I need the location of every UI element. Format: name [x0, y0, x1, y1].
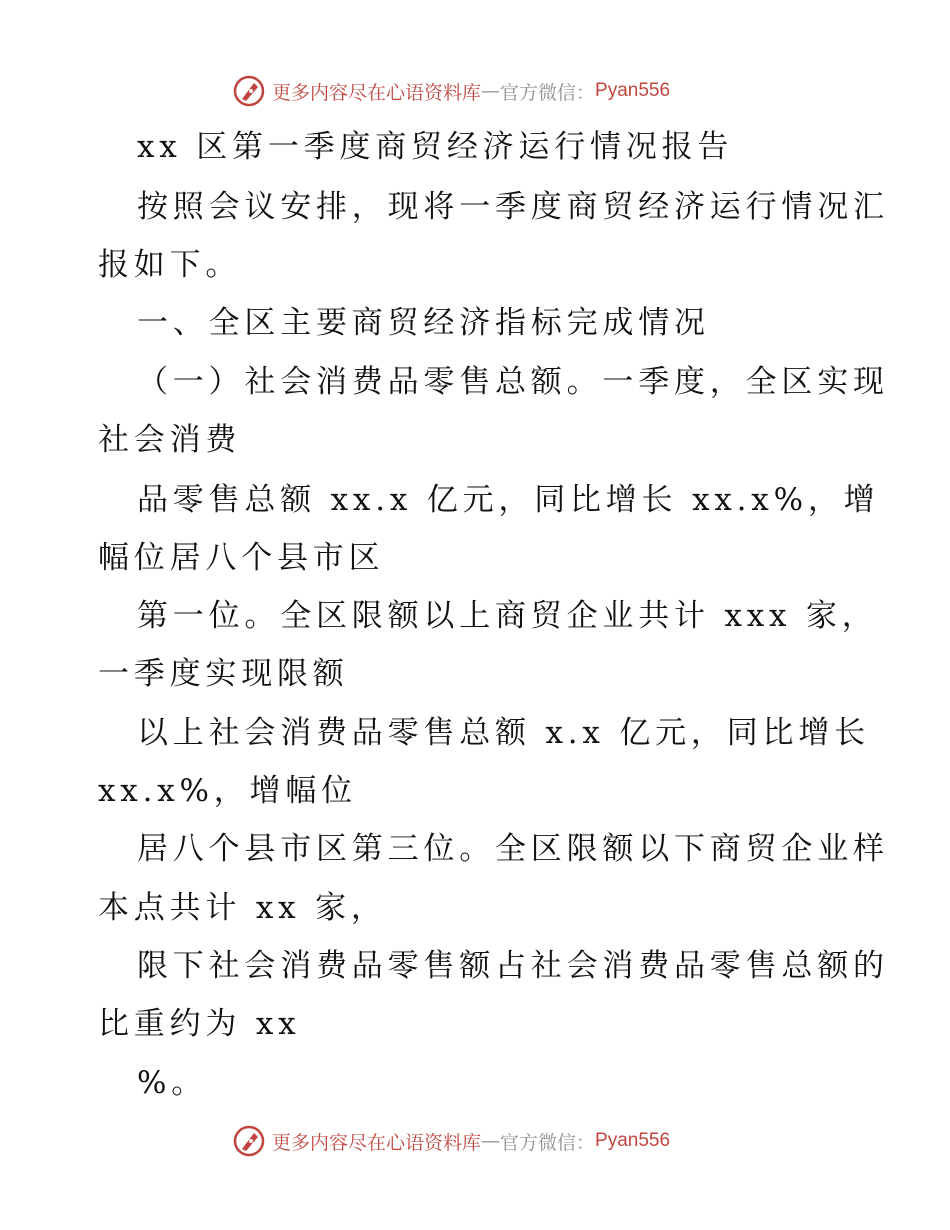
section-heading: 一、全区主要商贸经济指标完成情况	[137, 305, 710, 341]
paragraph-line: 本点共计 xx 家，	[98, 890, 387, 926]
watermark-separator: —	[481, 1130, 501, 1152]
paragraph-line: 以上社会消费品零售总额 x.x 亿元，同比增长	[137, 715, 870, 751]
footer-watermark	[232, 1122, 670, 1160]
paragraph-line: 幅位居八个县市区	[98, 540, 385, 576]
watermark-brand-text: 更多内容尽在心语资料库	[272, 1131, 482, 1154]
watermark-wechat-id: Pyan556	[595, 1130, 671, 1151]
pen-nib-logo-icon	[232, 74, 266, 108]
paragraph-line: 社会消费	[98, 422, 242, 458]
watermark-brand-text: 更多内容尽在心语资料库	[272, 81, 482, 104]
paragraph-line: 按照会议安排，现将一季度商贸经济运行情况汇	[137, 189, 889, 225]
watermark-official-label: 官方微信：	[500, 81, 596, 104]
paragraph-line: 报如下。	[98, 247, 242, 283]
watermark-separator: —	[481, 80, 501, 102]
paragraph-line: 比重约为 xx	[98, 1006, 301, 1042]
paragraph-line: %。	[137, 1065, 208, 1101]
watermark-wechat-id: Pyan556	[595, 80, 671, 101]
watermark-official-label: 官方微信：	[500, 1131, 596, 1154]
paragraph-line: 一季度实现限额	[98, 656, 349, 692]
paragraph-line: （一）社会消费品零售总额。一季度，全区实现	[137, 364, 889, 400]
paragraph-line: xx.x%，增幅位	[98, 773, 357, 809]
document-title: xx 区第一季度商贸经济运行情况报告	[137, 129, 734, 165]
paragraph-line: 限下社会消费品零售额占社会消费品零售总额的	[137, 948, 889, 984]
pen-nib-logo-icon	[232, 1124, 266, 1158]
paragraph-line: 品零售总额 xx.x 亿元，同比增长 xx.x%，增	[137, 482, 880, 518]
paragraph-line: 第一位。全区限额以上商贸企业共计 xxx 家，	[137, 598, 878, 634]
header-watermark	[232, 72, 670, 110]
paragraph-line: 居八个县市区第三位。全区限额以下商贸企业样	[137, 831, 889, 867]
